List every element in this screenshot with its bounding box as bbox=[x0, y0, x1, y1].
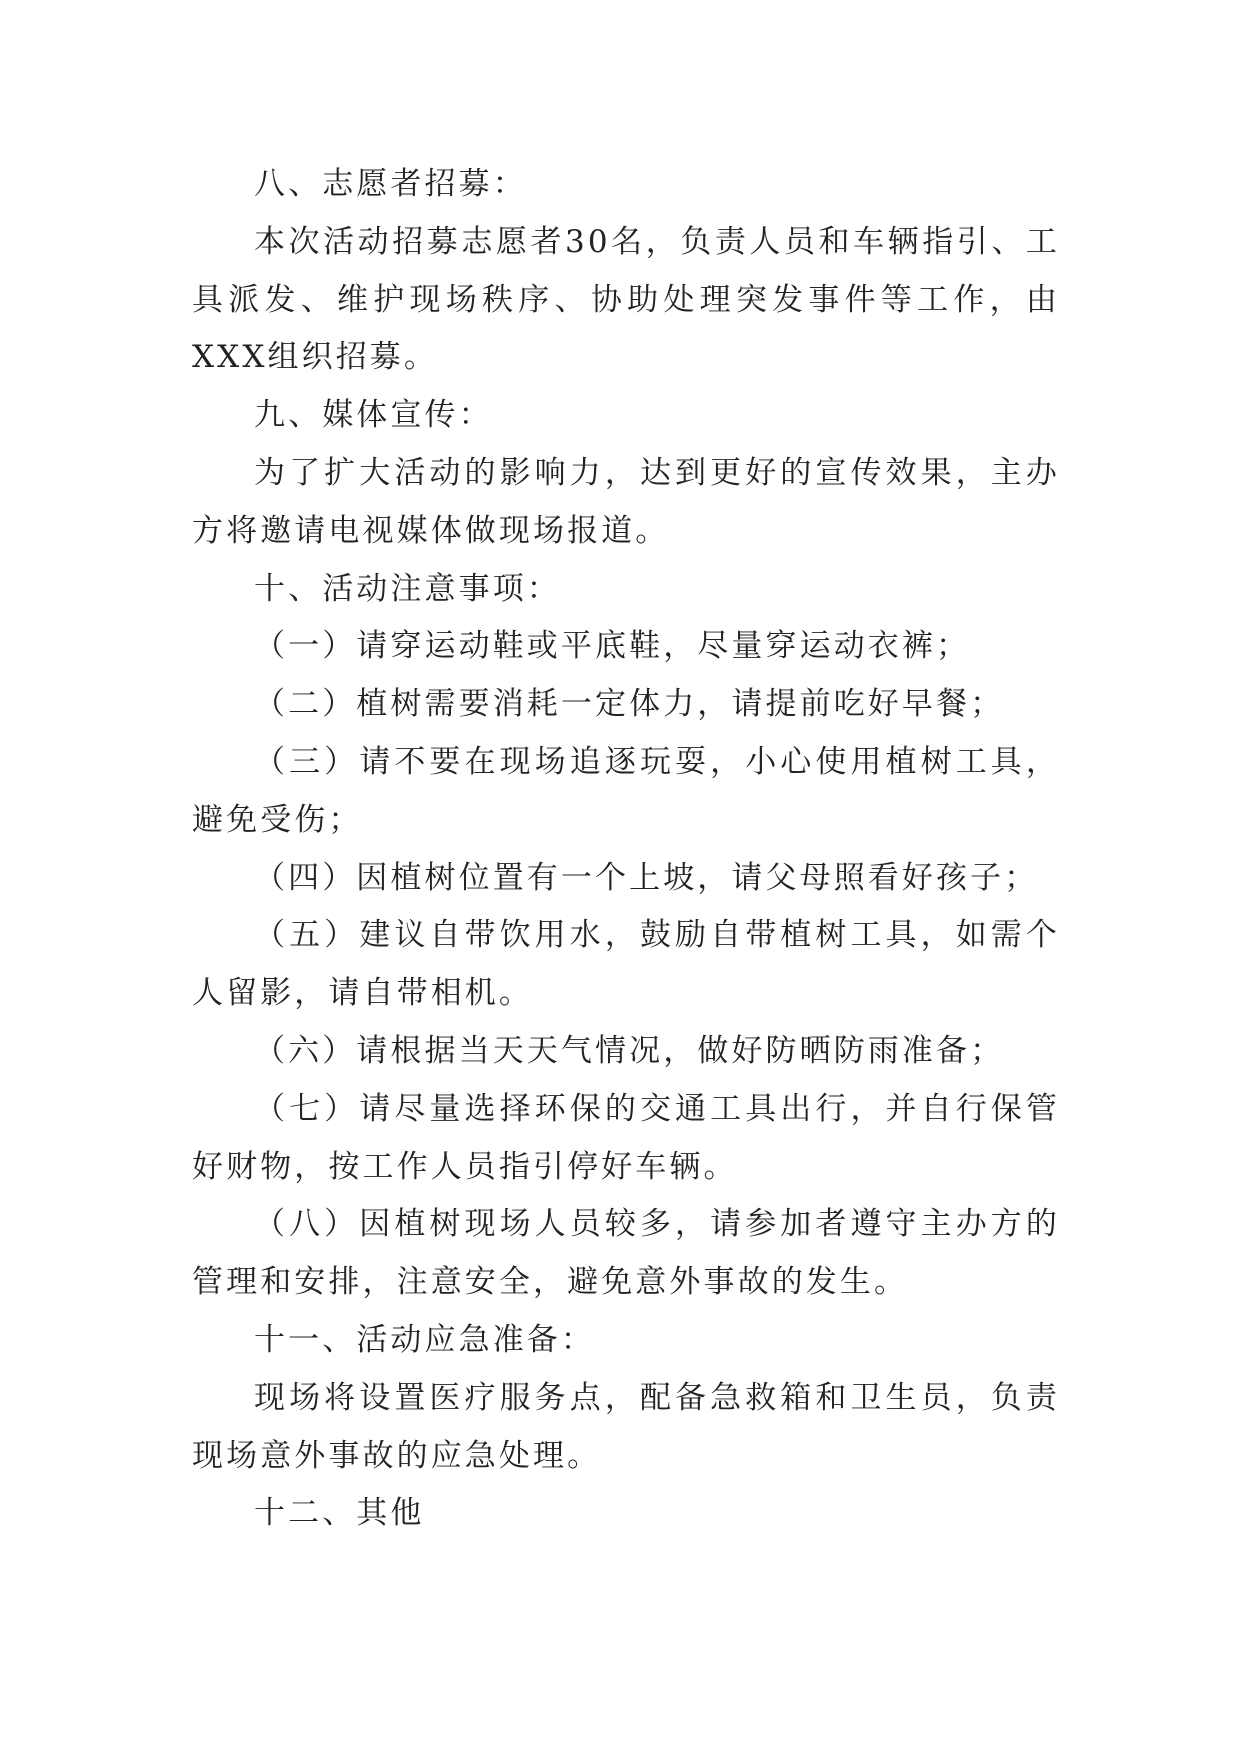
paragraph-media: 为了扩大活动的影响力，达到更好的宣传效果，主办方将邀请电视媒体做现场报道。 bbox=[192, 454, 1060, 549]
section-heading-emergency: 十一、活动应急准备： bbox=[254, 1321, 595, 1358]
section-heading-other: 十二、其他 bbox=[254, 1495, 425, 1532]
section-heading-media: 九、媒体宣传： bbox=[254, 397, 493, 434]
note-item-1: （一）请穿运动鞋或平底鞋，尽量穿运动衣裤； bbox=[254, 628, 971, 665]
paragraph-volunteers: 本次活动招募志愿者30名，负责人员和车辆指引、工具派发、维护现场秩序、协助处理突发事件等工作，由XXX组织招募。 bbox=[192, 223, 1060, 376]
paragraph-emergency: 现场将设置医疗服务点，配备急救箱和卫生员，负责现场意外事故的应急处理。 bbox=[192, 1379, 1060, 1474]
note-item-8: （八）因植树现场人员较多，请参加者遵守主办方的管理和安排，注意安全，避免意外事故的发生。 bbox=[192, 1206, 1060, 1301]
section-heading-notes: 十、活动注意事项： bbox=[254, 570, 561, 607]
note-item-7: （七）请尽量选择环保的交通工具出行，并自行保管好财物，按工作人员指引停好车辆。 bbox=[192, 1090, 1060, 1185]
note-item-2: （二）植树需要消耗一定体力，请提前吃好早餐； bbox=[254, 686, 1005, 723]
note-item-3: （三）请不要在现场追逐玩耍，小心使用植树工具，避免受伤； bbox=[192, 743, 1060, 838]
document-body bbox=[192, 156, 1060, 1543]
note-item-4: （四）因植树位置有一个上坡，请父母照看好孩子； bbox=[254, 859, 1039, 896]
note-item-6: （六）请根据当天天气情况，做好防晒防雨准备； bbox=[254, 1032, 1005, 1069]
section-heading-volunteers: 八、志愿者招募： bbox=[254, 166, 527, 202]
note-item-5: （五）建议自带饮用水，鼓励自带植树工具，如需个人留影，请自带相机。 bbox=[192, 917, 1060, 1012]
